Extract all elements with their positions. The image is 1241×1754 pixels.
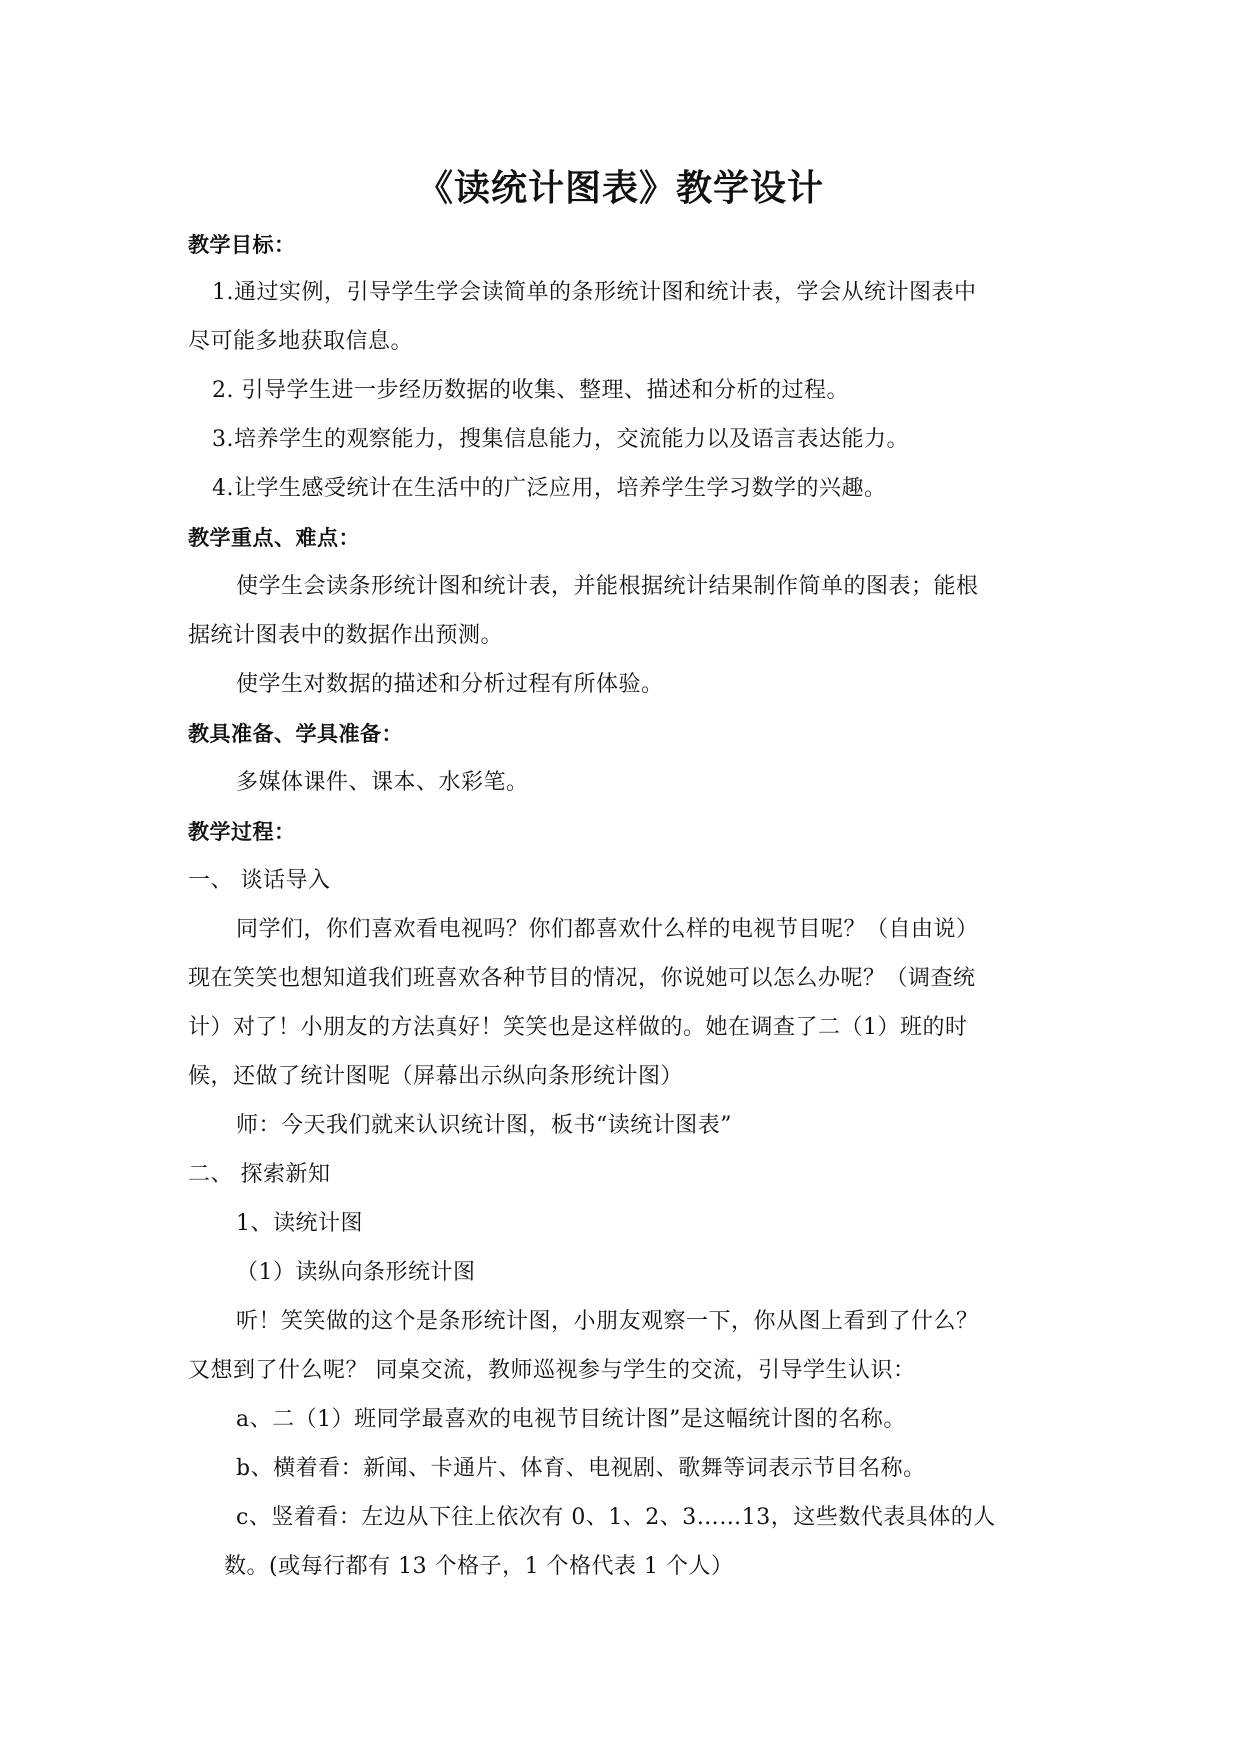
paragraph-line: 计）对了！小朋友的方法真好！笑笑也是这样做的。她在调查了二（1）班的时 [188, 1015, 968, 1040]
paragraph-line: 数。(或每行都有 13 个格子，1 个格代表 1 个人） [224, 1554, 734, 1579]
page-title: 《读统计图表》教学设计 [416, 168, 824, 209]
paragraph-line: 现在笑笑也想知道我们班喜欢各种节目的情况，你说她可以怎么办呢？（调查统 [188, 966, 976, 991]
paragraph-line: 使学生对数据的描述和分析过程有所体验。 [236, 672, 664, 697]
paragraph-line: a、二（1）班同学最喜欢的电视节目统计图”是这幅统计图的名称。 [236, 1407, 906, 1432]
paragraph-line: 又想到了什么呢？ 同桌交流，教师巡视参与学生的交流，引导学生认识： [188, 1358, 916, 1383]
paragraph-line: c、竖着看：左边从下往上依次有 0、1、2、3……13，这些数代表具体的人 [236, 1505, 996, 1530]
paragraph-line: 尽可能多地获取信息。 [188, 329, 414, 354]
paragraph-line: 师：今天我们就来认识统计图，板书“读统计图表” [236, 1113, 732, 1138]
section-heading-key-points: 教学重点、难点： [188, 526, 360, 550]
paragraph-line: b、横着看：新闻、卡通片、体育、电视剧、歌舞等词表示节目名称。 [236, 1456, 926, 1481]
section-heading-materials: 教具准备、学具准备： [188, 722, 403, 746]
paragraph-line: 使学生会读条形统计图和统计表，并能根据统计结果制作简单的图表；能根 [236, 574, 979, 599]
paragraph-line: 3.培养学生的观察能力，搜集信息能力，交流能力以及语言表达能力。 [212, 427, 909, 452]
paragraph-line: 听！笑笑做的这个是条形统计图，小朋友观察一下，你从图上看到了什么？ [236, 1309, 979, 1334]
paragraph-line: 2. 引导学生进一步经历数据的收集、整理、描述和分析的过程。 [212, 378, 849, 403]
section-heading-objectives: 教学目标： [188, 233, 296, 257]
paragraph-line: 多媒体课件、课本、水彩笔。 [236, 770, 529, 795]
paragraph-line: （1）读纵向条形统计图 [236, 1260, 476, 1285]
paragraph-line: 1、读统计图 [236, 1211, 363, 1236]
subsection-heading: 一、 谈话导入 [188, 868, 331, 893]
subsection-heading: 二、 探索新知 [188, 1162, 331, 1187]
paragraph-line: 据统计图表中的数据作出预测。 [188, 623, 504, 648]
paragraph-line: 同学们，你们喜欢看电视吗？你们都喜欢什么样的电视节目呢？（自由说） [236, 917, 979, 942]
paragraph-line: 4.让学生感受统计在生活中的广泛应用，培养学生学习数学的兴趣。 [212, 476, 887, 501]
paragraph-line: 1.通过实例，引导学生学会读简单的条形统计图和统计表，学会从统计图表中 [212, 280, 977, 305]
paragraph-line: 候，还做了统计图呢（屏幕出示纵向条形统计图） [188, 1064, 684, 1089]
section-heading-process: 教学过程： [188, 820, 296, 844]
